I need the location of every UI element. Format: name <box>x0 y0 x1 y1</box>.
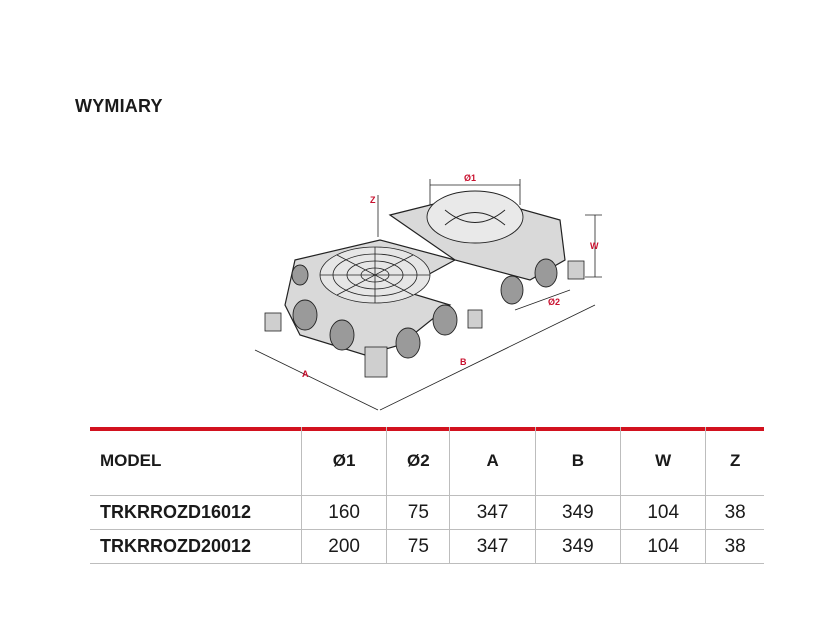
cell-z: 38 <box>706 496 764 530</box>
section-title: WYMIARY <box>75 96 163 116</box>
cell-d2: 75 <box>387 496 450 530</box>
cell-d1: 160 <box>302 496 387 530</box>
cell-z: 38 <box>706 530 764 564</box>
distribution-box-drawing <box>240 165 630 420</box>
header-a: A <box>450 427 535 496</box>
cell-b: 349 <box>535 496 620 530</box>
dimensions-table <box>90 427 764 564</box>
cell-w: 104 <box>621 530 706 564</box>
cell-model: TRKRROZD20012 <box>90 530 302 564</box>
cell-d2: 75 <box>387 530 450 564</box>
table-header-row <box>90 427 764 496</box>
label-z: Z <box>370 195 376 205</box>
label-d1: Ø1 <box>464 173 477 183</box>
cell-a: 347 <box>450 496 535 530</box>
header-b: B <box>535 427 620 496</box>
table-row <box>90 496 764 530</box>
label-b: B <box>460 357 467 367</box>
label-a: A <box>302 369 309 379</box>
cell-w: 104 <box>621 496 706 530</box>
cell-b: 349 <box>535 530 620 564</box>
cell-d1: 200 <box>302 530 387 564</box>
label-d2: Ø2 <box>548 297 561 307</box>
header-z: Z <box>706 427 764 496</box>
product-drawing <box>240 165 630 420</box>
label-w: W <box>590 241 599 251</box>
header-d2: Ø2 <box>387 427 450 496</box>
cell-model: TRKRROZD16012 <box>90 496 302 530</box>
cell-a: 347 <box>450 530 535 564</box>
header-d1: Ø1 <box>302 427 387 496</box>
header-model: MODEL <box>90 427 302 496</box>
header-w: W <box>621 427 706 496</box>
table-row <box>90 530 764 564</box>
